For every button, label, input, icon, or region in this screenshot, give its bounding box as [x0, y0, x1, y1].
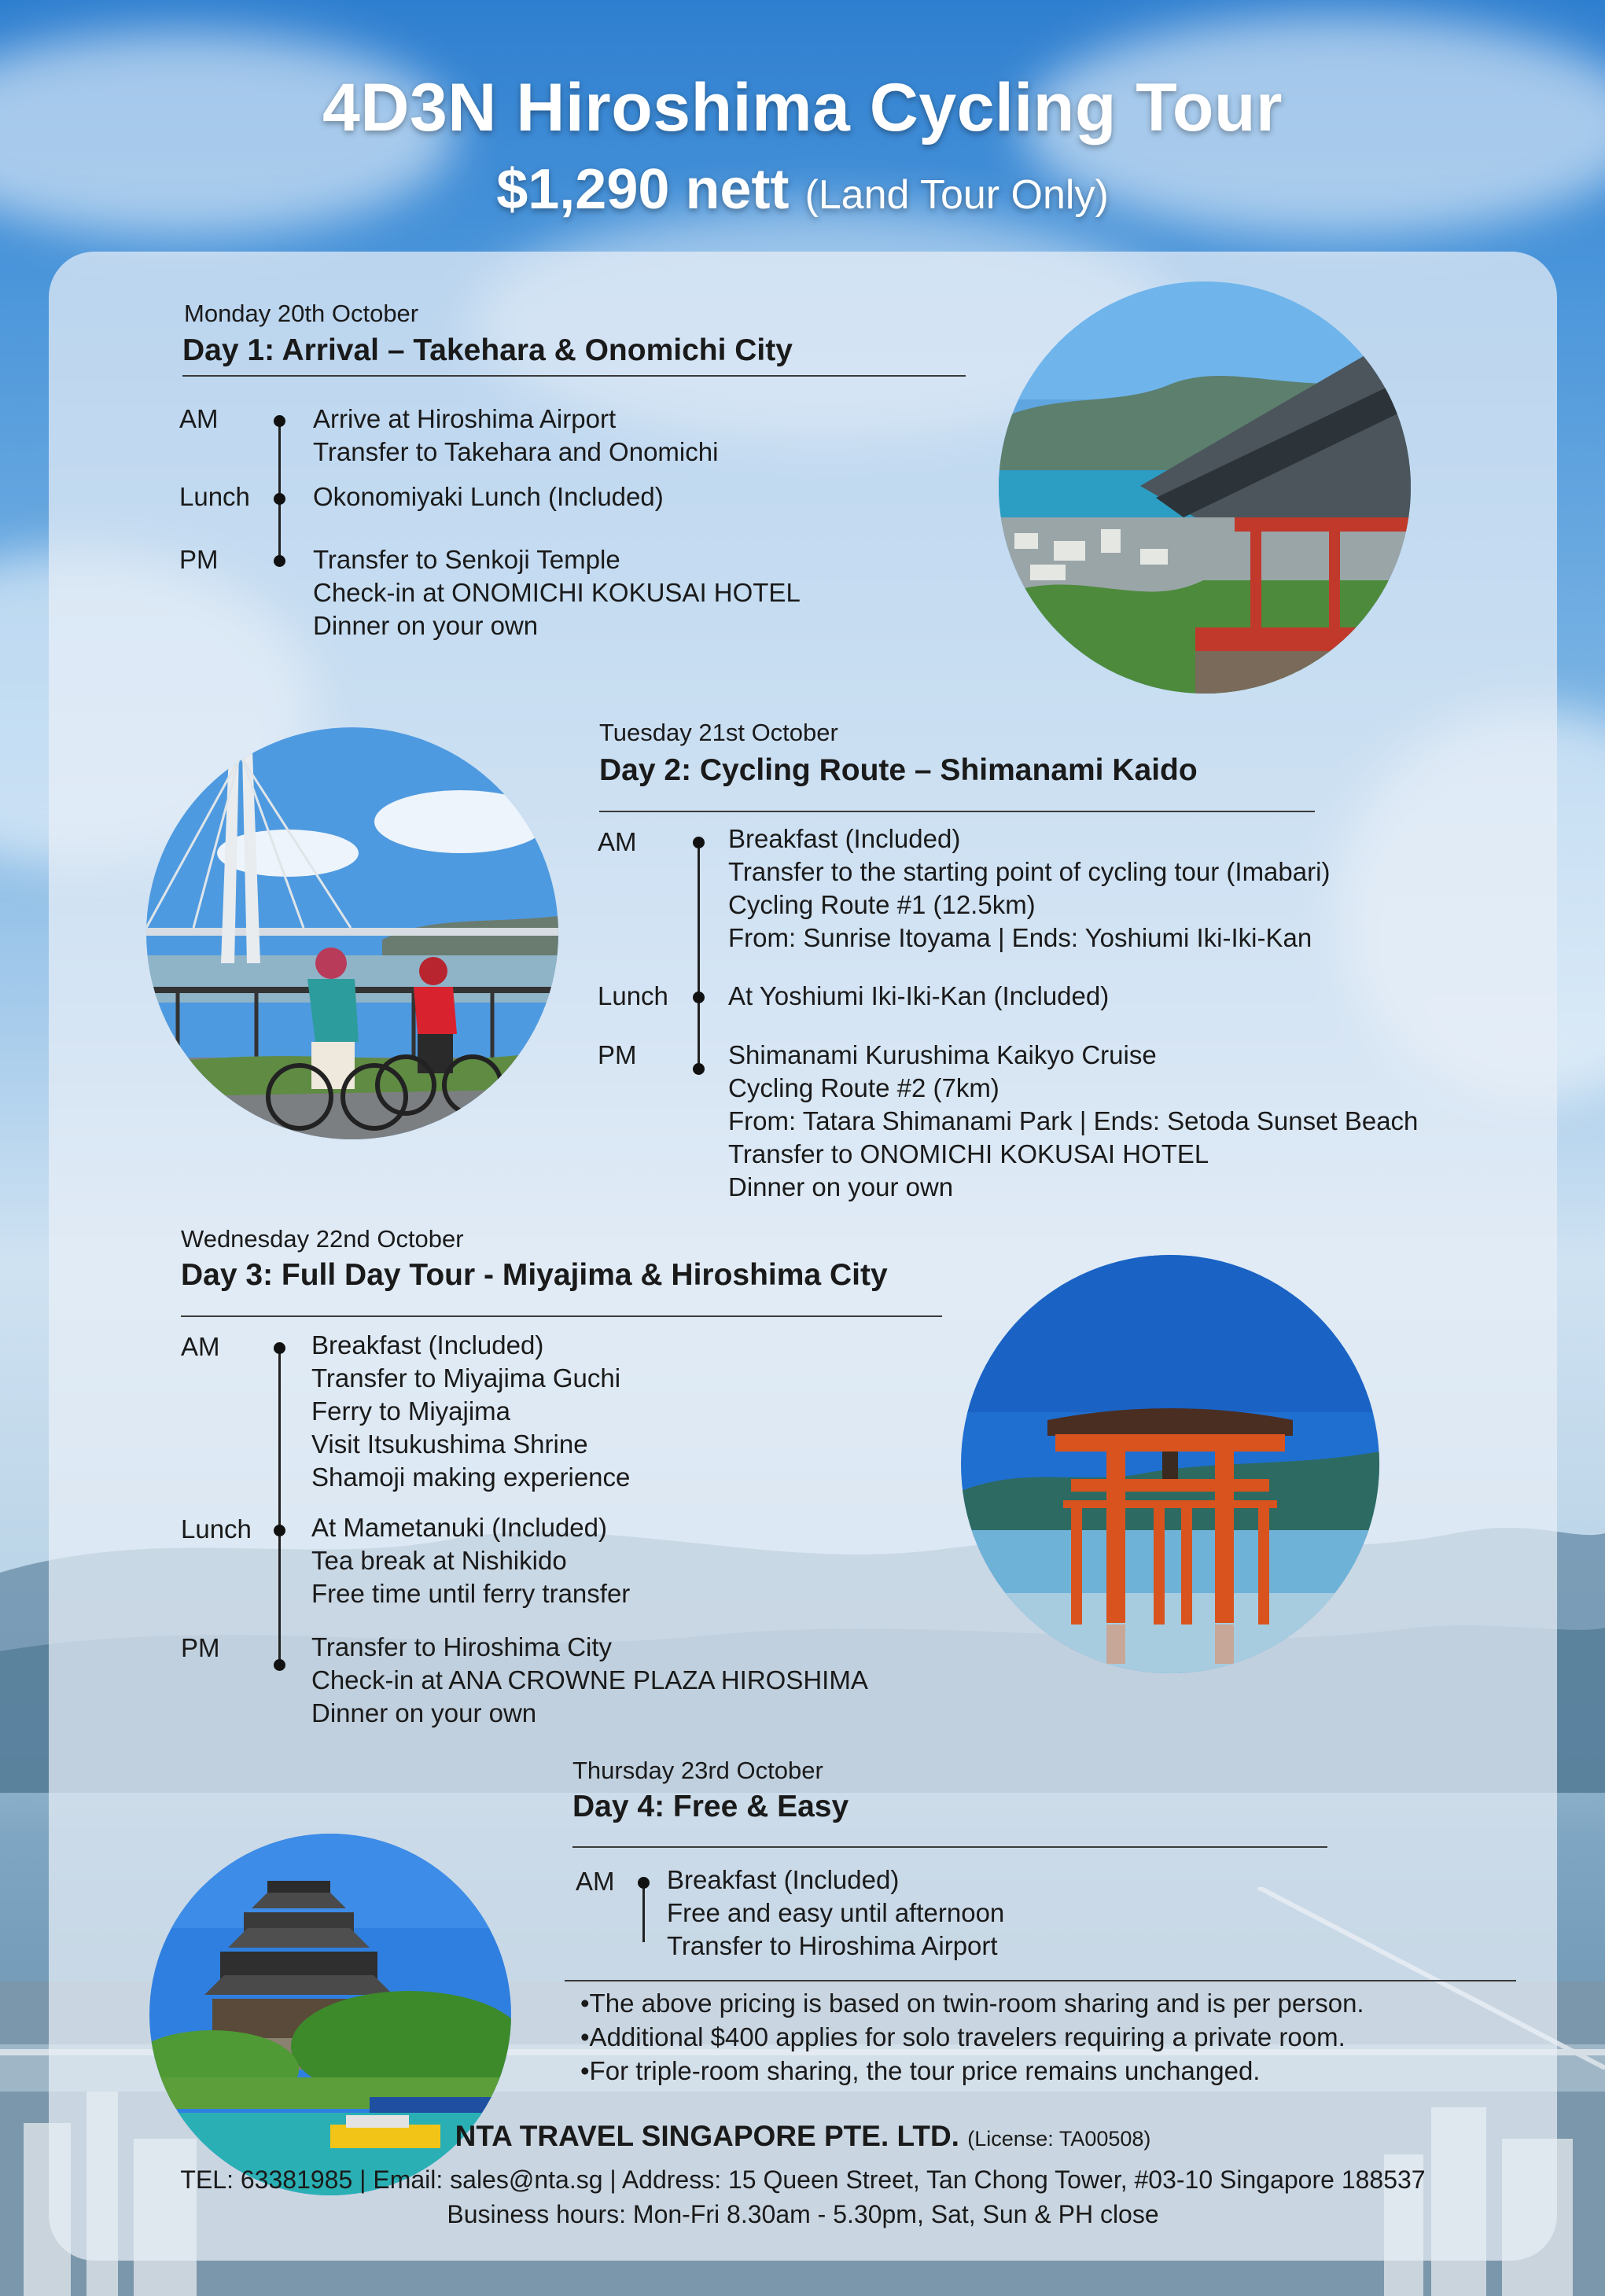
contact-details: TEL: 63381985 | Email: sales@nta.sg | Address: 15 Queen Street, Tan Chong Tower, #03-10 Singapore 188537 — [180, 2165, 1426, 2194]
timeline-dot — [274, 1342, 285, 1354]
onomichi-temple-photo — [999, 281, 1411, 694]
contact-info — [49, 2162, 1557, 2232]
activity-line: Cycling Route #2 (7km) — [728, 1073, 999, 1102]
timeline-dot — [693, 837, 705, 848]
activity-line: Check-in at ANA CROWNE PLAZA HIROSHIMA — [311, 1665, 868, 1694]
day3-title: Day 3: Full Day Tour - Miyajima & Hiroshima City — [181, 1258, 888, 1292]
day4-am-activities — [667, 1864, 1004, 1963]
activity-line: Transfer to Takehara and Onomichi — [313, 437, 719, 466]
day2-am-activities — [728, 822, 1330, 955]
activity-line: Arrive at Hiroshima Airport — [313, 404, 617, 433]
timeline-dot — [274, 1525, 285, 1536]
timeline-dot — [638, 1877, 650, 1889]
timeline-dot — [274, 415, 285, 427]
activity-line: Shimanami Kurushima Kaikyo Cruise — [728, 1040, 1157, 1069]
activity-line: From: Sunrise Itoyama | Ends: Yoshiumi Iki-Iki-Kan — [728, 923, 1312, 952]
timeline-dot — [274, 555, 285, 567]
day1-slot-lunch-label: Lunch — [179, 482, 250, 511]
activity-line: Okonomiyaki Lunch (Included) — [313, 482, 664, 511]
day1-date: Monday 20th October — [184, 300, 419, 327]
pricing-note: •For triple-room sharing, the tour price remains unchanged. — [580, 2056, 1261, 2085]
itsukushima-torii-photo — [961, 1255, 1379, 1673]
day2-divider — [599, 811, 1315, 812]
company-name: NTA TRAVEL SINGAPORE PTE. LTD. — [455, 2120, 959, 2152]
pricing-note: •The above pricing is based on twin-room sharing and is per person. — [580, 1989, 1364, 2018]
itinerary-panel — [49, 252, 1557, 2261]
cyclists-bridge-photo — [146, 727, 558, 1139]
activity-line: Transfer to the starting point of cycling tour (Imabari) — [728, 857, 1331, 886]
day1-slot-pm-label: PM — [179, 545, 219, 574]
activity-line: Check-in at ONOMICHI KOKUSAI HOTEL — [313, 578, 801, 607]
day3-timeline — [278, 1346, 281, 1665]
activity-line: Transfer to Hiroshima Airport — [667, 1931, 998, 1960]
activity-line: Transfer to Miyajima Guchi — [311, 1363, 621, 1393]
business-hours: Business hours: Mon-Fri 8.30am - 5.30pm, Sat, Sun & PH close — [447, 2200, 1159, 2228]
company-line — [49, 2120, 1557, 2153]
timeline-dot — [693, 1063, 705, 1075]
activity-line: Tea break at Nishikido — [311, 1546, 567, 1575]
activity-line: Transfer to ONOMICHI KOKUSAI HOTEL — [728, 1139, 1209, 1168]
license-number: (License: TA00508) — [967, 2127, 1151, 2151]
day2-lunch-activities — [728, 980, 1109, 1013]
timeline-dot — [693, 992, 705, 1003]
day4-slot-am-label: AM — [576, 1867, 615, 1896]
activity-line: Free time until ferry transfer — [311, 1579, 631, 1608]
activity-line: Breakfast (Included) — [311, 1330, 544, 1360]
day3-am-activities — [311, 1329, 630, 1494]
notes-divider — [565, 1980, 1516, 1981]
activity-line: Breakfast (Included) — [667, 1865, 900, 1894]
day4-divider — [572, 1846, 1327, 1848]
activity-line: Breakfast (Included) — [728, 824, 961, 853]
day1-lunch-activities — [313, 480, 664, 513]
activity-line: Dinner on your own — [728, 1172, 954, 1201]
day3-slot-lunch-label: Lunch — [181, 1514, 252, 1544]
pricing-notes — [580, 1986, 1364, 2088]
activity-line: At Mametanuki (Included) — [311, 1513, 608, 1542]
day2-pm-activities — [728, 1039, 1418, 1204]
activity-line: Ferry to Miyajima — [311, 1396, 511, 1426]
day4-title: Day 4: Free & Easy — [572, 1790, 849, 1823]
day1-timeline — [278, 418, 281, 560]
page-title: 4D3N Hiroshima Cycling Tour — [322, 70, 1283, 145]
day3-date: Wednesday 22nd October — [181, 1225, 464, 1253]
day3-slot-am-label: AM — [181, 1332, 220, 1361]
day3-lunch-activities — [311, 1511, 630, 1610]
price-value: $1,290 nett — [496, 158, 790, 221]
day3-slot-pm-label: PM — [181, 1633, 220, 1662]
tour-price — [0, 157, 1605, 222]
activity-line: Shamoji making experience — [311, 1463, 631, 1492]
day3-pm-activities — [311, 1631, 868, 1730]
activity-line: Transfer to Hiroshima City — [311, 1632, 613, 1661]
activity-line: Cycling Route #1 (12.5km) — [728, 890, 1036, 919]
day2-date: Tuesday 21st October — [599, 719, 838, 746]
activity-line: Free and easy until afternoon — [667, 1898, 1005, 1927]
day2-timeline — [698, 840, 700, 1068]
pricing-note: •Additional $400 applies for solo travelers requiring a private room. — [580, 2022, 1345, 2051]
price-note: (Land Tour Only) — [804, 172, 1109, 218]
day1-pm-activities — [313, 543, 801, 642]
day1-title: Day 1: Arrival – Takehara & Onomichi City — [182, 333, 793, 367]
activity-line: Visit Itsukushima Shrine — [311, 1429, 588, 1459]
activity-line: Transfer to Senkoji Temple — [313, 545, 620, 574]
day4-date: Thursday 23rd October — [572, 1757, 823, 1784]
timeline-dot — [274, 493, 285, 505]
day1-slot-am-label: AM — [179, 404, 219, 433]
day4-timeline — [642, 1881, 645, 1942]
day2-slot-am-label: AM — [598, 827, 637, 856]
day2-title: Day 2: Cycling Route – Shimanami Kaido — [599, 753, 1198, 787]
activity-line: Dinner on your own — [313, 611, 539, 640]
activity-line: From: Tatara Shimanami Park | Ends: Setoda Sunset Beach — [728, 1106, 1419, 1135]
day2-slot-lunch-label: Lunch — [598, 981, 668, 1010]
day2-slot-pm-label: PM — [598, 1040, 637, 1069]
day3-divider — [181, 1315, 942, 1317]
day1-divider — [182, 375, 966, 377]
day1-am-activities — [313, 403, 718, 469]
timeline-dot — [274, 1659, 285, 1671]
activity-line: At Yoshiumi Iki-Iki-Kan (Included) — [728, 981, 1110, 1010]
activity-line: Dinner on your own — [311, 1698, 537, 1728]
